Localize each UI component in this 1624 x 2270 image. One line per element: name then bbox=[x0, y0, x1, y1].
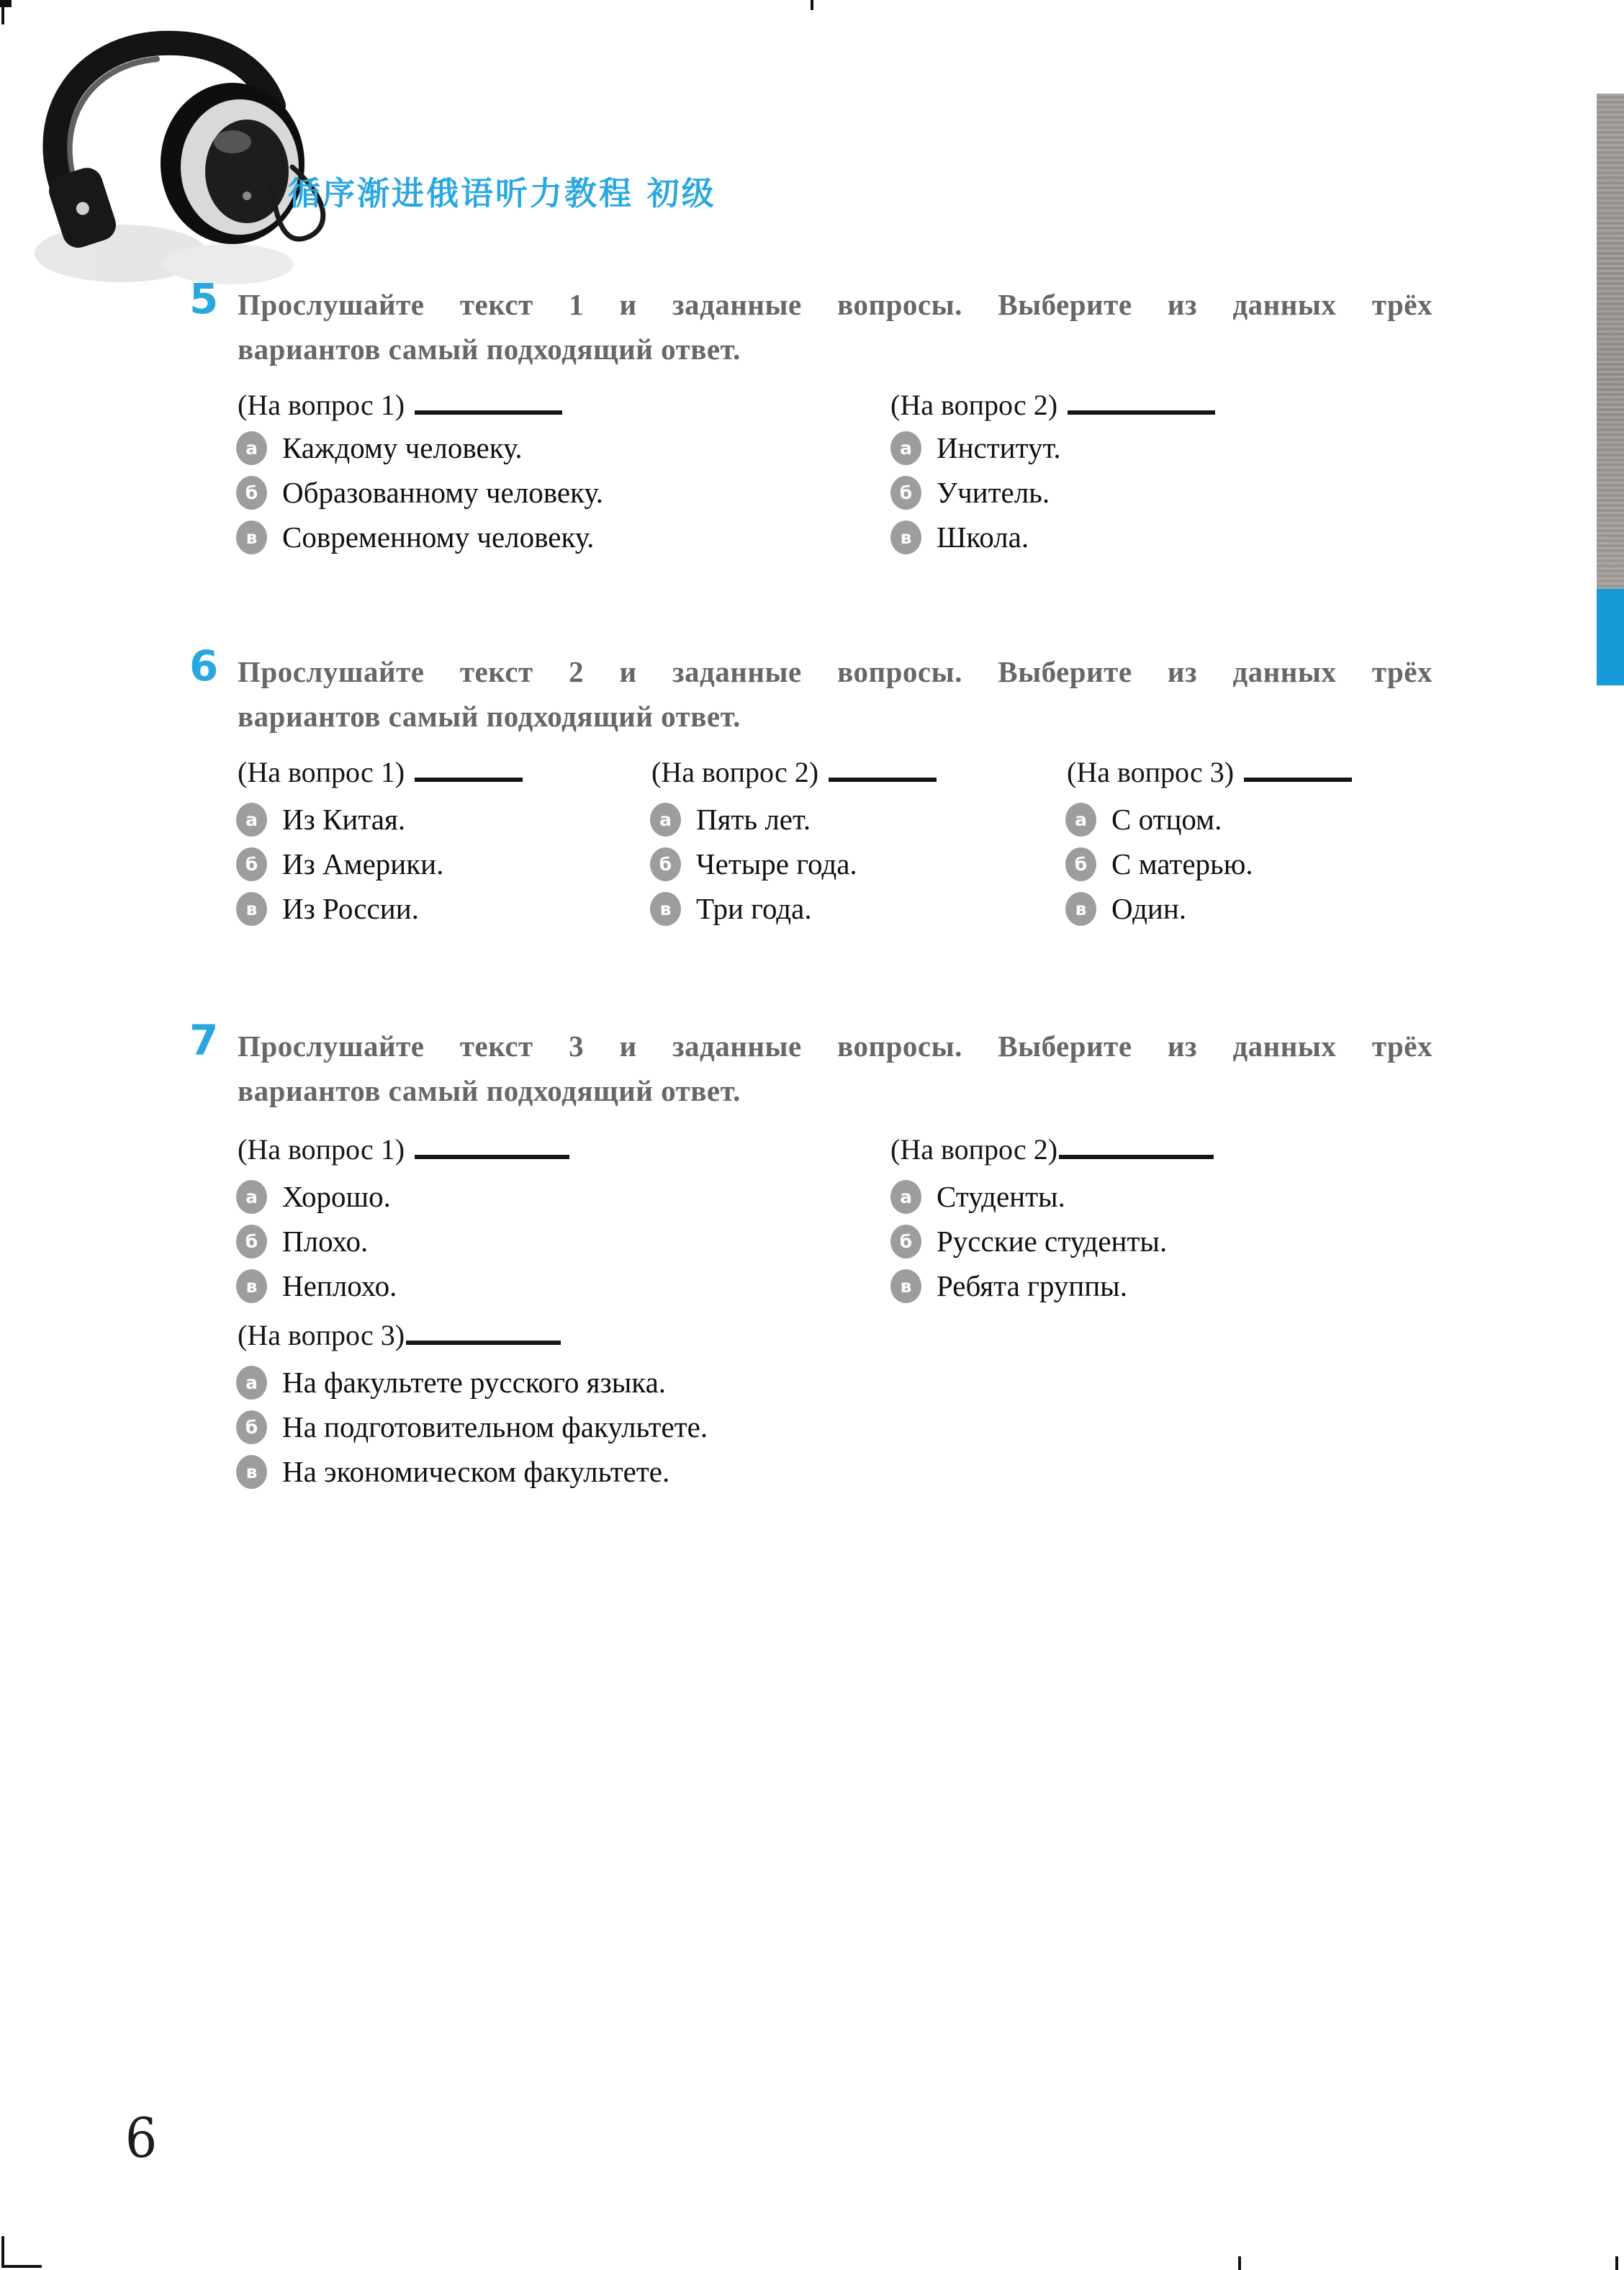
option-letter-badge: б bbox=[236, 476, 267, 510]
answer-blank[interactable] bbox=[1068, 387, 1215, 415]
question-1-label: (На вопрос 1) bbox=[238, 1132, 569, 1166]
question-3-label: (На вопрос 3) bbox=[238, 1318, 561, 1352]
exercise-6-number: 6 bbox=[189, 641, 219, 690]
option-letter-badge: а bbox=[236, 431, 267, 465]
option-letter-badge: б bbox=[236, 1225, 267, 1258]
option-row[interactable]: б На подготовительном факультете. bbox=[236, 1410, 708, 1444]
option-letter-badge: в bbox=[890, 521, 921, 554]
question-1-label: (На вопрос 1) bbox=[238, 755, 523, 789]
exercise-6-instruction bbox=[238, 649, 1433, 739]
option-row[interactable]: а На факультете русского языка. bbox=[236, 1365, 666, 1400]
option-row[interactable]: б Четыре года. bbox=[650, 847, 857, 881]
option-letter-badge: в bbox=[236, 1455, 267, 1489]
crop-mark-bottom-left-vertical bbox=[1, 2236, 4, 2268]
page-number: 6 bbox=[125, 2106, 158, 2170]
option-row[interactable]: в Три года. bbox=[650, 891, 812, 926]
headphones-image bbox=[13, 16, 373, 293]
option-row[interactable]: а Институт. bbox=[890, 431, 1061, 465]
edge-tab-gray bbox=[1597, 94, 1624, 589]
question-2-label: (На вопрос 2) bbox=[890, 387, 1215, 422]
option-row[interactable]: в Ребята группы. bbox=[890, 1269, 1127, 1303]
option-row[interactable]: а Из Китая. bbox=[236, 802, 405, 837]
option-letter-badge: а bbox=[650, 803, 681, 837]
option-row[interactable]: а Пять лет. bbox=[650, 802, 811, 837]
option-row[interactable]: а С отцом. bbox=[1065, 802, 1222, 837]
exercise-7-instruction bbox=[238, 1024, 1433, 1113]
book-title: 循序渐进俄语听力教程 初级 bbox=[288, 174, 716, 212]
option-letter-badge: б bbox=[236, 847, 267, 881]
crop-mark-top-center bbox=[811, 0, 813, 10]
answer-blank[interactable] bbox=[406, 1318, 561, 1345]
answer-blank[interactable] bbox=[829, 755, 937, 782]
crop-mark-top-left-tail bbox=[1, 7, 4, 24]
edge-tab-blue bbox=[1597, 589, 1624, 685]
option-letter-badge: б bbox=[1065, 847, 1096, 881]
option-row[interactable]: в На экономическом факультете. bbox=[236, 1454, 669, 1489]
exercise-7-number: 7 bbox=[189, 1016, 219, 1065]
option-letter-badge: в bbox=[1065, 892, 1096, 926]
instruction-line-2: вариантов самый подходящий ответ. bbox=[238, 333, 741, 366]
option-row[interactable]: в Современному человеку. bbox=[236, 520, 594, 554]
answer-blank[interactable] bbox=[1244, 755, 1352, 782]
option-letter-badge: б bbox=[650, 847, 681, 881]
option-row[interactable]: в Неплохо. bbox=[236, 1269, 397, 1303]
option-letter-badge: б bbox=[236, 1410, 267, 1444]
crop-mark-top-left bbox=[0, 0, 12, 7]
option-letter-badge: в bbox=[650, 892, 681, 926]
option-row[interactable]: в Из России. bbox=[236, 891, 419, 926]
option-letter-badge: в bbox=[890, 1269, 921, 1303]
option-letter-badge: а bbox=[1065, 803, 1096, 837]
option-letter-badge: б bbox=[890, 476, 921, 510]
option-letter-badge: а bbox=[236, 1180, 267, 1214]
option-row[interactable]: б Плохо. bbox=[236, 1224, 368, 1258]
option-letter-badge: а bbox=[890, 1180, 921, 1214]
crop-mark-bottom-left-horizontal bbox=[1, 2265, 42, 2268]
option-letter-badge: в bbox=[236, 1269, 267, 1303]
option-row[interactable]: б Образованному человеку. bbox=[236, 475, 603, 510]
instruction-line-1: Прослушайте текст 1 и заданные вопросы. Выберите из данных трёх bbox=[238, 288, 1433, 321]
option-row[interactable]: б Русские студенты. bbox=[890, 1224, 1167, 1258]
instruction-line-2: вариантов самый подходящий ответ. bbox=[238, 700, 741, 733]
question-1-label: (На вопрос 1) bbox=[238, 387, 562, 422]
option-letter-badge: в bbox=[236, 892, 267, 926]
instruction-line-2: вариантов самый подходящий ответ. bbox=[238, 1074, 741, 1107]
option-row[interactable]: б Из Америки. bbox=[236, 847, 443, 881]
question-2-label: (На вопрос 2) bbox=[651, 755, 937, 789]
answer-blank[interactable] bbox=[415, 755, 523, 782]
option-row[interactable]: б Учитель. bbox=[890, 475, 1050, 510]
option-letter-badge: а bbox=[890, 431, 921, 465]
option-row[interactable]: а Каждому человеку. bbox=[236, 431, 523, 465]
option-row[interactable]: в Школа. bbox=[890, 520, 1029, 554]
option-row[interactable]: а Хорошо. bbox=[236, 1179, 391, 1214]
instruction-line-1: Прослушайте текст 2 и заданные вопросы. Выберите из данных трёх bbox=[238, 655, 1433, 688]
exercise-5-instruction bbox=[238, 282, 1433, 371]
option-letter-badge: в bbox=[236, 521, 267, 554]
crop-mark-bottom-center bbox=[1238, 2256, 1241, 2270]
exercise-5-number: 5 bbox=[189, 274, 219, 323]
answer-blank[interactable] bbox=[1059, 1132, 1214, 1159]
crop-mark-bottom-right bbox=[1615, 2256, 1618, 2270]
option-letter-badge: а bbox=[236, 803, 267, 837]
question-3-label: (На вопрос 3) bbox=[1067, 755, 1352, 789]
instruction-line-1: Прослушайте текст 3 и заданные вопросы. Выберите из данных трёх bbox=[238, 1030, 1433, 1063]
option-row[interactable]: в Один. bbox=[1065, 891, 1186, 926]
question-2-label: (На вопрос 2) bbox=[890, 1132, 1214, 1166]
answer-blank[interactable] bbox=[415, 387, 562, 415]
answer-blank[interactable] bbox=[415, 1132, 569, 1159]
option-letter-badge: а bbox=[236, 1366, 267, 1400]
option-row[interactable]: а Студенты. bbox=[890, 1179, 1065, 1214]
option-letter-badge: б bbox=[890, 1225, 921, 1258]
option-row[interactable]: б С матерью. bbox=[1065, 847, 1253, 881]
